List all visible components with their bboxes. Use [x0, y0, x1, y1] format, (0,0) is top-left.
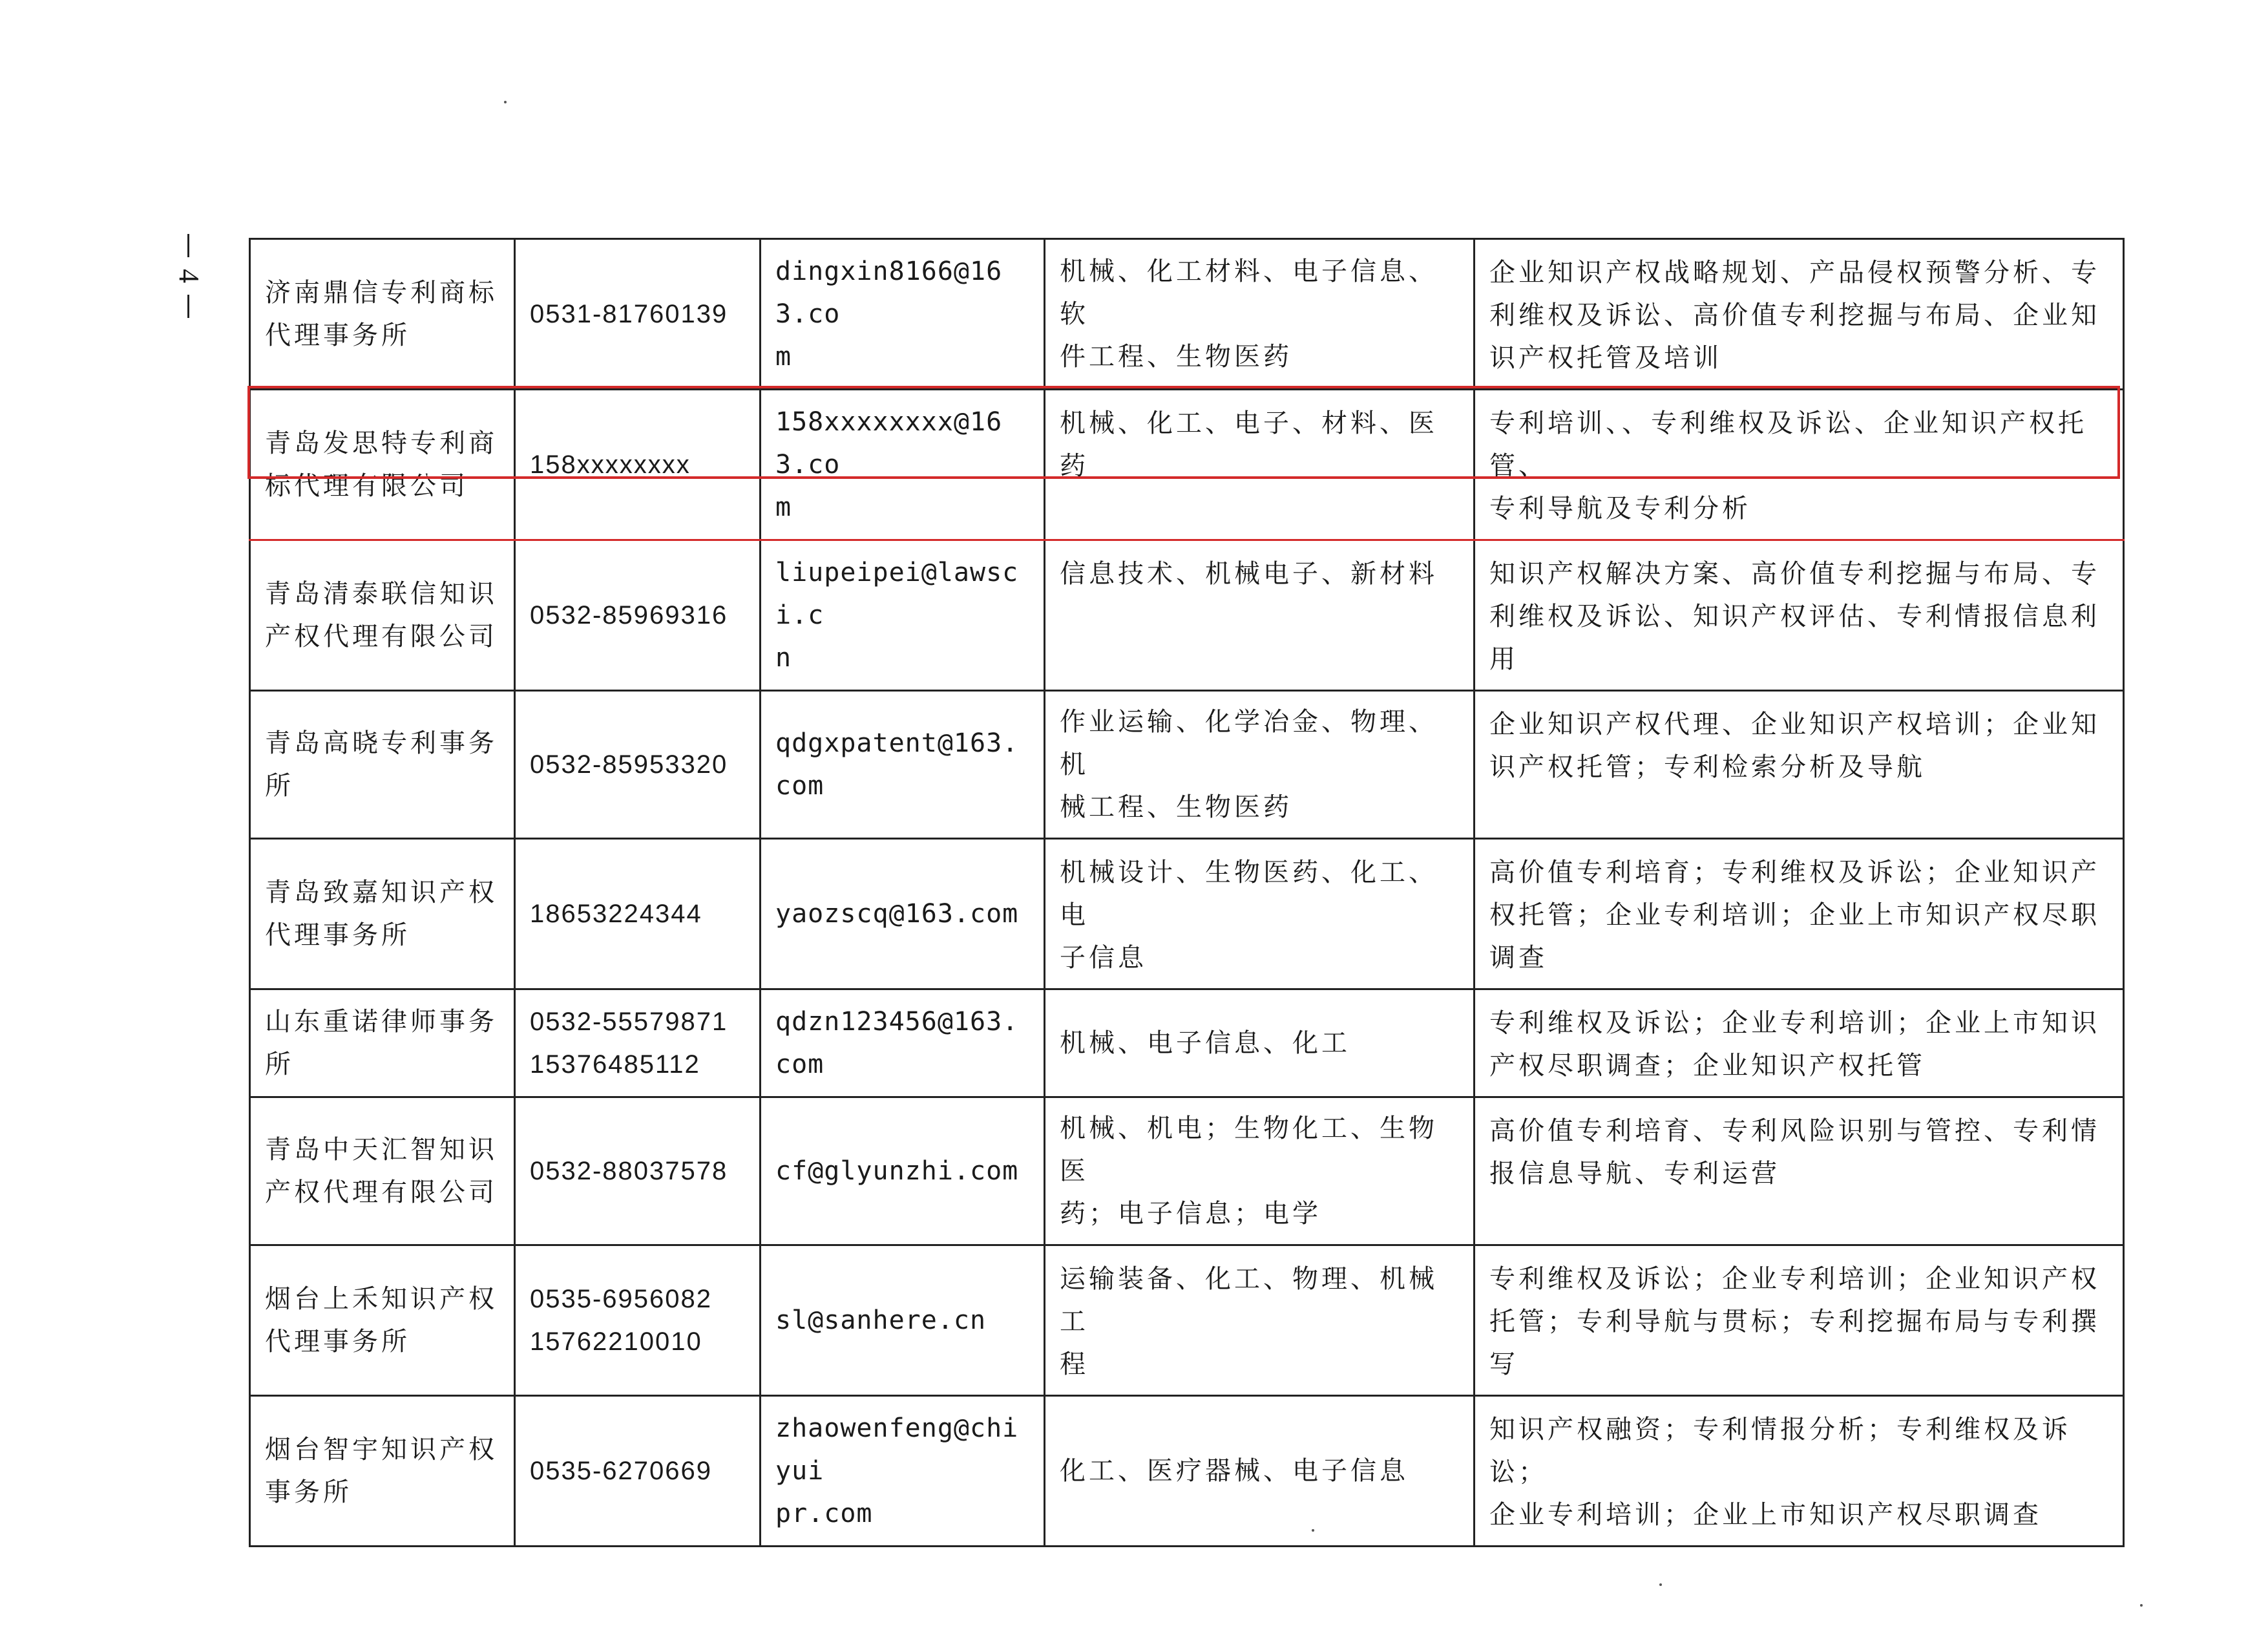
agency-name-line: 烟台智宇知识产权 [265, 1435, 498, 1464]
phone-line: 15376485112 [530, 1050, 700, 1079]
agency-name-line: 青岛发思特专利商 [265, 428, 498, 458]
page-number [169, 234, 208, 318]
scan-speck [2140, 1604, 2143, 1607]
email-cell [761, 1097, 1045, 1245]
phone-line: 0532-85969316 [530, 601, 728, 629]
field-line: 信息技术、机械电子、新材料 [1060, 559, 1438, 589]
services-line: 专利维权及诉讼；企业专利培训；企业上市知识 [1489, 1008, 2100, 1038]
phone-line: 0532-85953320 [530, 750, 728, 779]
field-line: 机械、电子信息、化工 [1060, 1028, 1350, 1058]
table-row [250, 239, 2124, 390]
agency-name-line: 事务所 [265, 1477, 352, 1507]
phone-cell [515, 1245, 761, 1396]
services-line: 企业知识产权战略规划、产品侵权预警分析、专 [1489, 258, 2100, 288]
agency-name-line: 青岛高晓专利事务 [265, 728, 498, 758]
agency-name-line: 代理事务所 [265, 920, 410, 950]
field-line: 运输装备、化工、物理、机械工 [1060, 1264, 1438, 1336]
services-line: 权托管；企业专利培训；企业上市知识产权尽职 [1489, 900, 2100, 930]
agency-name-line: 所 [265, 771, 294, 801]
services-line: 识产权托管；专利检索分析及导航 [1489, 752, 1926, 782]
email-cell [761, 989, 1045, 1097]
services-line: 高价值专利培育；专利维权及诉讼；企业知识产 [1489, 858, 2100, 887]
services-line: 利维权及诉讼、知识产权评估、专利情报信息利 [1489, 602, 2100, 631]
email-line: cf@glyunzhi.com [775, 1156, 1019, 1186]
services-line: 知识产权解决方案、高价值专利挖掘与布局、专 [1489, 559, 2100, 589]
table-row-highlighted [250, 390, 2124, 540]
agency-name-line: 标代理有限公司 [265, 471, 468, 501]
email-line: pr.com [775, 1499, 873, 1528]
field-line: 机械设计、生物医药、化工、电 [1060, 858, 1438, 930]
agency-name-line: 代理事务所 [265, 321, 410, 350]
email-cell [761, 839, 1045, 989]
services-line: 企业知识产权代理、企业知识产权培训；企业知 [1489, 710, 2100, 739]
agency-name-line: 青岛致嘉知识产权 [265, 878, 498, 907]
phone-line: 158xxxxxxxx [530, 450, 691, 479]
scan-speck [504, 101, 507, 103]
email-line: yaozscq@163.com [775, 899, 1019, 929]
services-line: 用 [1489, 644, 1518, 674]
table-row [250, 989, 2124, 1097]
phone-cell [515, 540, 761, 691]
email-cell [761, 1396, 1045, 1547]
field-line: 机械、化工、电子、材料、医药 [1060, 408, 1438, 481]
page-number-text: 4 [173, 269, 205, 283]
phone-cell [515, 1097, 761, 1245]
agency-name-line: 济南鼎信专利商标 [265, 278, 498, 308]
email-line: qdzn123456@163.com [775, 1007, 1019, 1079]
field-line: 械工程、生物医药 [1060, 792, 1292, 822]
phone-cell [515, 390, 761, 540]
phone-line: 0531-81760139 [530, 300, 728, 328]
agency-name-cell [250, 390, 515, 540]
services-line: 识产权托管及培训 [1489, 343, 1722, 373]
agency-name-cell [250, 1097, 515, 1245]
email-line: m [775, 492, 792, 522]
email-line: n [775, 643, 792, 673]
phone-cell [515, 989, 761, 1097]
table-row [250, 1245, 2124, 1396]
agency-name-line: 产权代理有限公司 [265, 1178, 498, 1207]
services-cell [1475, 691, 2124, 839]
services-cell [1475, 390, 2124, 540]
email-cell [761, 1245, 1045, 1396]
services-line: 高价值专利培育、专利风险识别与管控、专利情 [1489, 1116, 2100, 1146]
field-cell [1045, 691, 1475, 839]
services-line: 专利培训、、专利维权及诉讼、企业知识产权托管、 [1489, 408, 2087, 481]
table-row [250, 1396, 2124, 1547]
page-number-dash-bottom [187, 295, 189, 318]
table-body [250, 239, 2124, 1547]
field-cell [1045, 1245, 1475, 1396]
phone-cell [515, 239, 761, 390]
email-cell [761, 540, 1045, 691]
field-cell [1045, 239, 1475, 390]
services-line: 企业专利培训；企业上市知识产权尽职调查 [1489, 1500, 2042, 1530]
agency-name-line: 代理事务所 [265, 1327, 410, 1357]
agency-name-cell [250, 1396, 515, 1547]
services-line: 报信息导航、专利运营 [1489, 1159, 1780, 1188]
agency-name-line: 山东重诺律师事务 [265, 1007, 498, 1037]
email-line: qdgxpatent@163.com [775, 728, 1019, 801]
services-line: 利维权及诉讼、高价值专利挖掘与布局、企业知 [1489, 301, 2100, 330]
field-line: 机械、化工材料、电子信息、软 [1060, 257, 1438, 329]
field-cell [1045, 390, 1475, 540]
field-cell [1045, 540, 1475, 691]
services-cell [1475, 1245, 2124, 1396]
email-line: zhaowenfeng@chiyui [775, 1413, 1019, 1486]
services-cell [1475, 1396, 2124, 1547]
field-line: 子信息 [1060, 943, 1147, 973]
table-row [250, 839, 2124, 989]
field-line: 件工程、生物医药 [1060, 342, 1292, 372]
field-cell [1045, 1396, 1475, 1547]
agency-name-cell [250, 1245, 515, 1396]
field-cell [1045, 1097, 1475, 1245]
services-cell [1475, 540, 2124, 691]
agency-name-cell [250, 239, 515, 390]
email-line: liupeipei@lawsci.c [775, 558, 1019, 630]
phone-cell [515, 1396, 761, 1547]
email-line: m [775, 342, 792, 372]
phone-line: 18653224344 [530, 900, 702, 928]
field-line: 药；电子信息；电学 [1060, 1199, 1321, 1229]
table-row [250, 691, 2124, 839]
services-line: 调查 [1489, 943, 1548, 973]
services-cell [1475, 989, 2124, 1097]
agency-name-cell [250, 691, 515, 839]
services-cell [1475, 1097, 2124, 1245]
phone-line: 0532-88037578 [530, 1157, 728, 1185]
table-row [250, 540, 2124, 691]
email-cell [761, 390, 1045, 540]
email-line: sl@sanhere.cn [775, 1305, 987, 1335]
scan-speck [1659, 1583, 1662, 1586]
phone-line: 0532-55579871 [530, 1008, 728, 1036]
phone-cell [515, 691, 761, 839]
email-line: dingxin8166@163.co [775, 257, 1003, 329]
agency-name-line: 烟台上禾知识产权 [265, 1284, 498, 1314]
services-line: 产权尽职调查；企业知识产权托管 [1489, 1051, 1926, 1081]
agency-name-line: 青岛中天汇智知识 [265, 1135, 498, 1165]
email-cell [761, 691, 1045, 839]
services-line: 知识产权融资；专利情报分析；专利维权及诉讼； [1489, 1415, 2071, 1487]
scan-speck [1312, 1529, 1314, 1532]
services-cell [1475, 239, 2124, 390]
phone-line: 0535-6956082 [530, 1285, 713, 1313]
phone-line: 15762210010 [530, 1327, 702, 1356]
field-line: 化工、医疗器械、电子信息 [1060, 1456, 1409, 1486]
agency-name-cell [250, 839, 515, 989]
page-number-dash-top [187, 234, 189, 257]
agency-name-cell [250, 989, 515, 1097]
agency-directory-table [249, 238, 2125, 1547]
services-cell [1475, 839, 2124, 989]
agency-name-line: 青岛清泰联信知识 [265, 579, 498, 609]
agency-name-cell [250, 540, 515, 691]
services-line: 专利导航及专利分析 [1489, 494, 1751, 523]
field-cell [1045, 989, 1475, 1097]
field-cell [1045, 839, 1475, 989]
table-row [250, 1097, 2124, 1245]
agency-name-line: 所 [265, 1050, 294, 1079]
services-line: 托管；专利导航与贯标；专利挖掘布局与专利撰 [1489, 1307, 2100, 1336]
services-line: 写 [1489, 1349, 1518, 1379]
email-line: 158xxxxxxxx@163.co [775, 407, 1003, 480]
phone-line: 0535-6270669 [530, 1457, 713, 1485]
field-line: 作业运输、化学冶金、物理、机 [1060, 707, 1438, 779]
email-cell [761, 239, 1045, 390]
phone-cell [515, 839, 761, 989]
agency-name-line: 产权代理有限公司 [265, 622, 498, 651]
field-line: 程 [1060, 1349, 1089, 1379]
field-line: 机械、机电；生物化工、生物医 [1060, 1114, 1438, 1186]
services-line: 专利维权及诉讼；企业专利培训；企业知识产权 [1489, 1264, 2100, 1294]
